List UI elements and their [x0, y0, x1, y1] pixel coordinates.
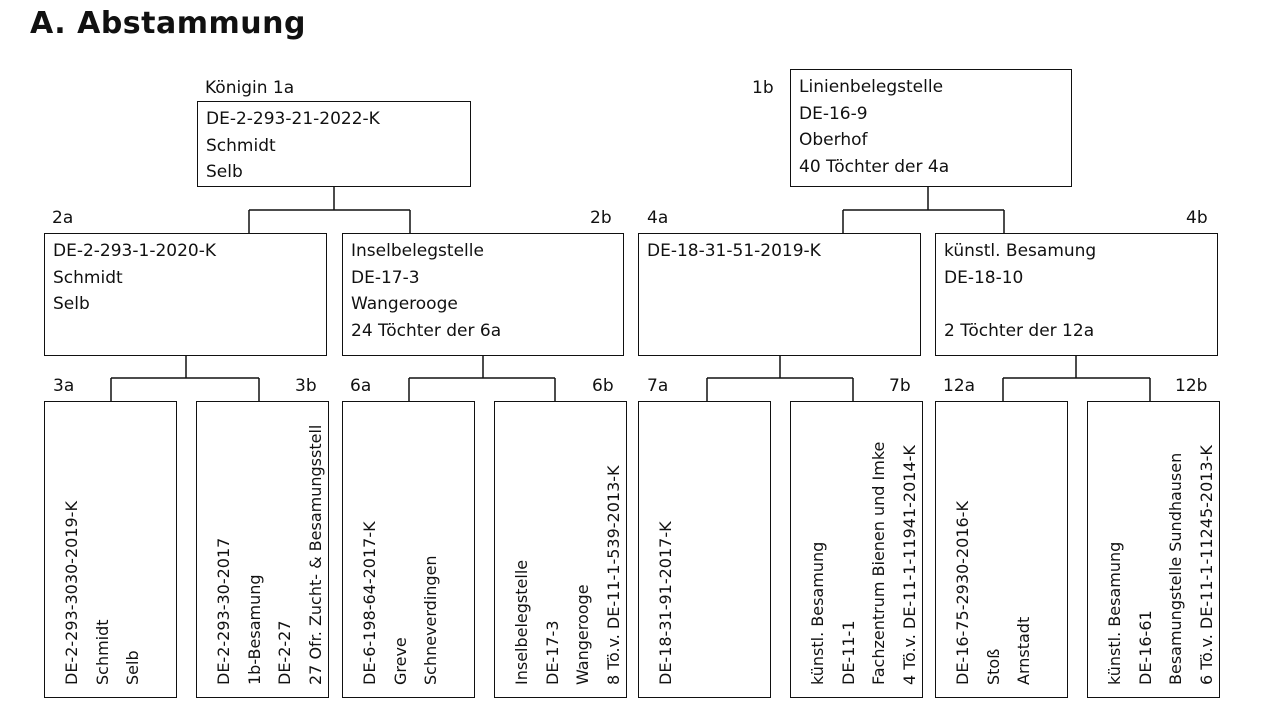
node-line: DE-2-27 [275, 620, 294, 685]
node-label-7a: 7a [647, 376, 669, 396]
node-line: DE-2-293-1-2020-K [53, 241, 216, 261]
node-label-2a: 2a [52, 208, 74, 228]
node-line: DE-17-3 [542, 620, 562, 685]
node-line: künstl. Besamung [944, 241, 1097, 261]
node-line: 6 Tö.v. DE-11-1-11245-2013-K [1196, 445, 1216, 685]
node-box-1b [790, 69, 1072, 187]
node-label-12a: 12a [943, 376, 976, 396]
node-line: DE-11-1 [838, 620, 858, 685]
node-line: DE-2-293-21-2022-K [206, 109, 380, 129]
node-line: DE-16-75-2930-2016-K [953, 501, 972, 685]
node-line: Greve [390, 637, 410, 685]
node-line: 8 Tö.v. DE-11-1-539-2013-K [603, 465, 623, 685]
node-label-6b: 6b [592, 376, 614, 396]
node-line: künstl. Besamung [808, 541, 827, 685]
node-box-4b [935, 233, 1218, 356]
node-box-7b [790, 401, 923, 698]
node-line: künstl. Besamung [1105, 541, 1124, 685]
node-line: DE-16-61 [1135, 610, 1155, 685]
node-box-4a [638, 233, 921, 356]
node-box-3b [196, 401, 329, 698]
node-line: 24 Töchter der 6a [351, 320, 502, 341]
node-box-12b [1087, 401, 1220, 698]
node-line: DE-16-9 [799, 103, 868, 124]
node-box-2a [44, 233, 327, 356]
page-title: A. Abstammung [30, 6, 306, 41]
node-line: Schmidt [206, 135, 276, 156]
node-line: Inselbelegstelle [351, 241, 484, 261]
node-line: 2 Töchter der 12a [944, 320, 1095, 341]
node-label-1b: 1b [752, 78, 774, 98]
node-line [944, 291, 1209, 318]
node-label-3a: 3a [53, 376, 75, 396]
node-label-4a: 4a [647, 208, 669, 228]
node-line: Linienbelegstelle [799, 77, 944, 97]
node-line: Wangerooge [351, 294, 458, 314]
node-label-1a: Königin 1a [205, 78, 295, 98]
node-line: DE-2-293-3030-2019-K [62, 501, 81, 685]
node-line: Selb [53, 294, 90, 314]
node-line: Inselbelegstelle [512, 559, 531, 685]
node-line: Stoß [983, 648, 1003, 685]
node-label-2b: 2b [590, 208, 612, 228]
node-label-4b: 4b [1186, 208, 1208, 228]
node-label-7b: 7b [889, 376, 911, 396]
node-line: Selb [206, 162, 243, 182]
node-line: Besamungstelle Sundhausen [1166, 452, 1185, 685]
node-box-6a [342, 401, 475, 698]
node-line: Schmidt [92, 619, 112, 685]
node-line: Schmidt [53, 267, 123, 288]
node-box-3a [44, 401, 177, 698]
node-line: Wangerooge [573, 584, 592, 685]
node-line: 27 Ofr. Zucht- & Besamungsstell [305, 424, 325, 685]
node-line: 40 Töchter der 4a [799, 156, 950, 177]
node-line: Fachzentrum Bienen und Imke [869, 441, 888, 685]
node-line: DE-6-198-64-2017-K [360, 521, 379, 685]
node-line: 4 Tö.v. DE-11-1-11941-2014-K [899, 445, 919, 685]
node-label-6a: 6a [350, 376, 372, 396]
node-box-1a [197, 101, 471, 187]
node-line: DE-18-31-51-2019-K [647, 241, 821, 261]
node-line: Selb [123, 650, 142, 685]
node-line: Arnstadt [1014, 616, 1033, 685]
node-line: DE-18-31-91-2017-K [656, 521, 675, 685]
node-box-12a [935, 401, 1068, 698]
node-line: DE-18-10 [944, 267, 1024, 288]
node-line: DE-2-293-30-2017 [214, 537, 233, 685]
node-box-7a [638, 401, 771, 698]
node-line: DE-17-3 [351, 267, 420, 288]
node-box-6b [494, 401, 627, 698]
node-line: 1b-Besamung [244, 574, 264, 685]
node-line: Schneverdingen [421, 555, 440, 685]
node-label-12b: 12b [1175, 376, 1208, 396]
node-line: Oberhof [799, 130, 868, 150]
node-label-3b: 3b [295, 376, 317, 396]
node-box-2b [342, 233, 624, 356]
